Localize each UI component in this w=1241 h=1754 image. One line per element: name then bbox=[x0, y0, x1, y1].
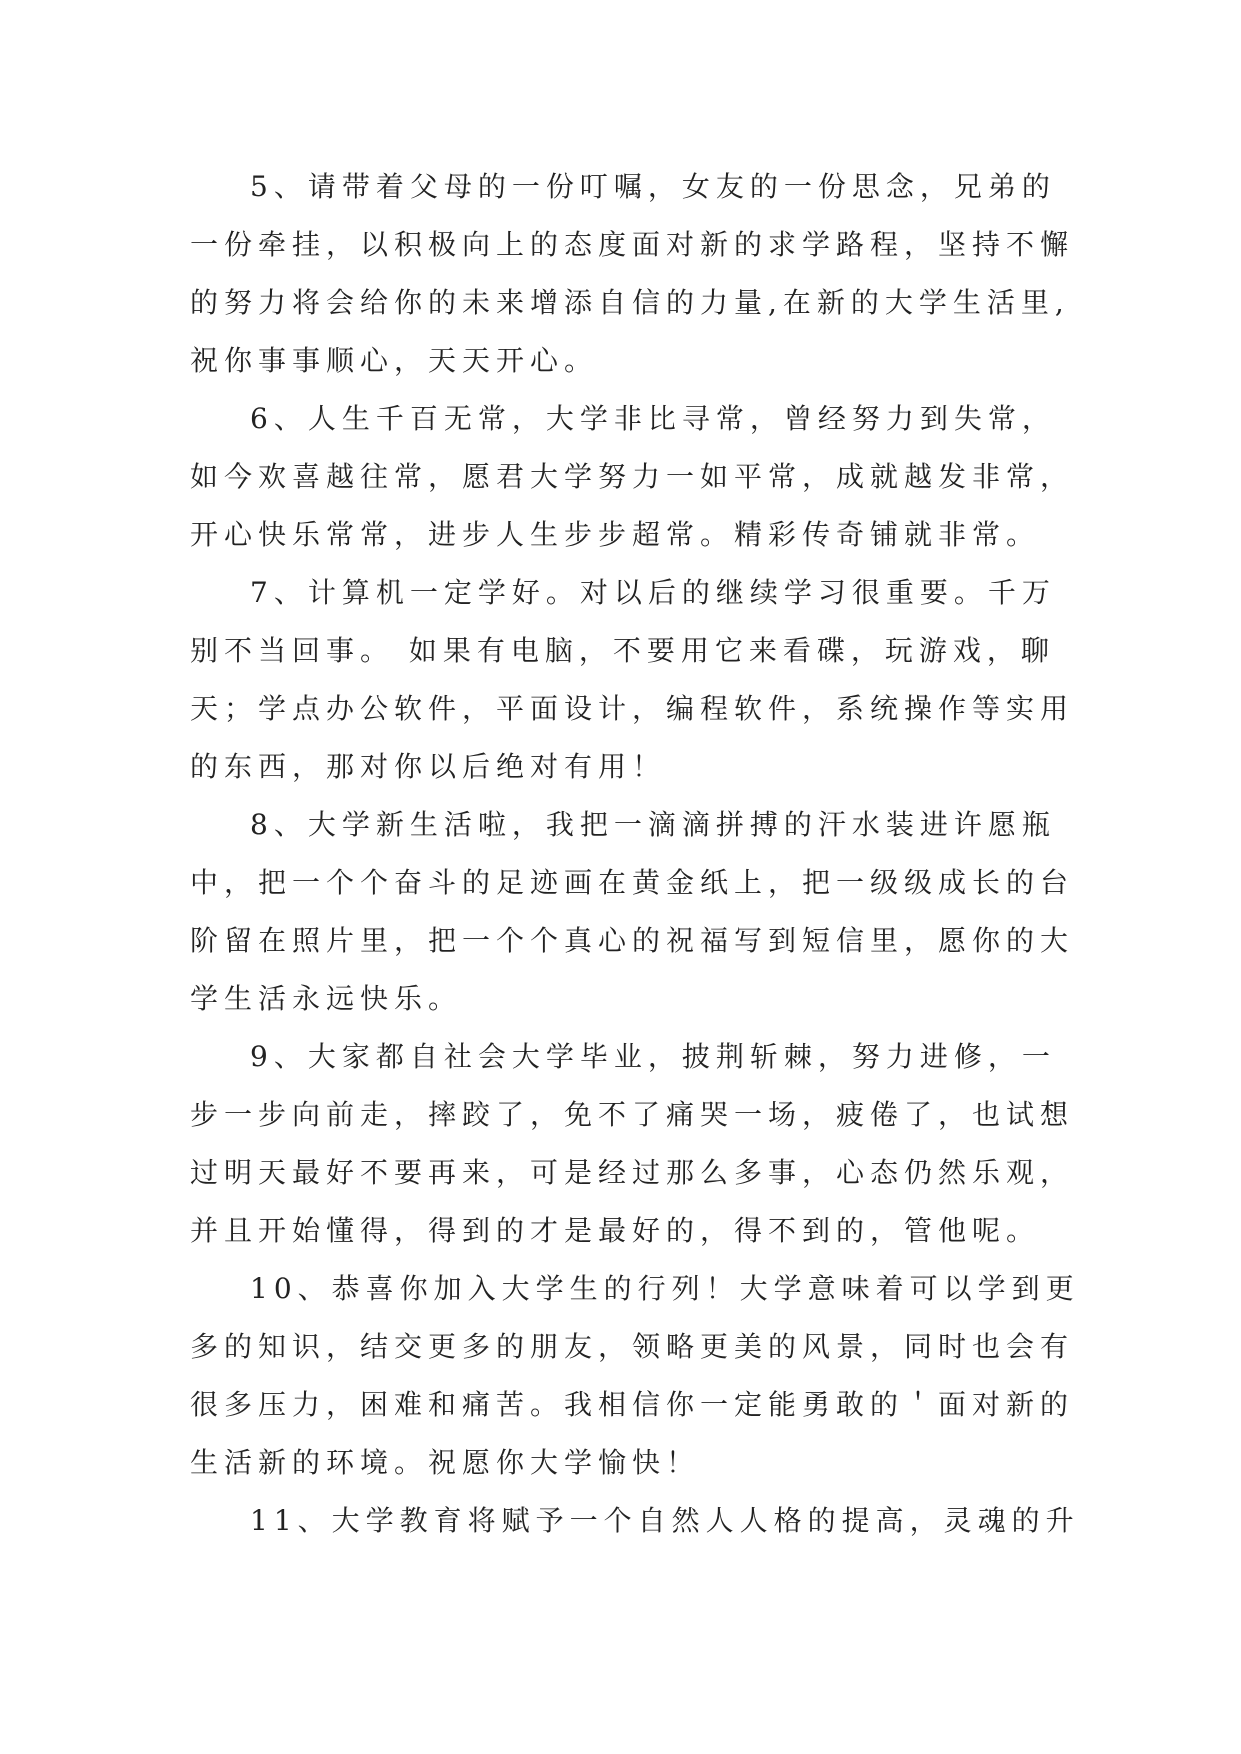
paragraph-10 bbox=[190, 1260, 1090, 1492]
text-line: 并且开始懂得，得到的才是最好的，得不到的，管他呢。 bbox=[190, 1214, 1041, 1247]
text-line: 6、人生千百无常，大学非比寻常，曾经努力到失常， bbox=[250, 402, 1056, 435]
text-line: 的东西，那对你以后绝对有用！ bbox=[190, 750, 667, 783]
text-line: 阶留在照片里，把一个个真心的祝福写到短信里，愿你的大 bbox=[190, 924, 1075, 957]
text-line: 多的知识，结交更多的朋友，领略更美的风景，同时也会有 bbox=[190, 1330, 1075, 1363]
text-line: 9、大家都自社会大学毕业，披荆斩棘，努力进修，一 bbox=[250, 1040, 1056, 1073]
text-line: 7、计算机一定学好。对以后的继续学习很重要。千万 bbox=[250, 576, 1056, 609]
text-line: 一份牵挂，以积极向上的态度面对新的求学路程，坚持不懈 bbox=[190, 228, 1075, 261]
text-line: 生活新的环境。祝愿你大学愉快！ bbox=[190, 1446, 701, 1479]
paragraph-7 bbox=[190, 564, 1090, 796]
paragraph-5 bbox=[190, 158, 1090, 390]
text-line: 中，把一个个奋斗的足迹画在黄金纸上，把一级级成长的台 bbox=[190, 866, 1075, 899]
paragraph-6 bbox=[190, 390, 1090, 564]
text-line: 步一步向前走，摔跤了，免不了痛哭一场，疲倦了，也试想 bbox=[190, 1098, 1075, 1131]
text-line: 的努力将会给你的未来增添自信的力量,在新的大学生活里, bbox=[190, 286, 1070, 319]
text-line: 10、恭喜你加入大学生的行列！大学意味着可以学到更 bbox=[250, 1272, 1080, 1305]
text-line: 11、大学教育将赋予一个自然人人格的提高，灵魂的升 bbox=[250, 1504, 1080, 1537]
text-line: 学生活永远快乐。 bbox=[190, 982, 463, 1015]
text-line: 祝你事事顺心，天天开心。 bbox=[190, 344, 599, 377]
text-line: 8、大学新生活啦，我把一滴滴拼搏的汗水装进许愿瓶 bbox=[250, 808, 1056, 841]
text-line: 很多压力，困难和痛苦。我相信你一定能勇敢的＇面对新的 bbox=[190, 1388, 1075, 1421]
text-line: 开心快乐常常，进步人生步步超常。精彩传奇铺就非常。 bbox=[190, 518, 1041, 551]
text-line: 5、请带着父母的一份叮嘱，女友的一份思念，兄弟的 bbox=[250, 170, 1056, 203]
paragraph-11 bbox=[190, 1492, 1090, 1550]
text-line: 天；学点办公软件，平面设计，编程软件，系统操作等实用 bbox=[190, 692, 1075, 725]
text-line: 如今欢喜越往常，愿君大学努力一如平常，成就越发非常， bbox=[190, 460, 1075, 493]
paragraph-8 bbox=[190, 796, 1090, 1028]
text-line: 过明天最好不要再来，可是经过那么多事，心态仍然乐观， bbox=[190, 1156, 1075, 1189]
paragraph-9 bbox=[190, 1028, 1090, 1260]
text-line: 别不当回事。 如果有电脑，不要用它来看碟，玩游戏，聊 bbox=[190, 634, 1055, 667]
document-body bbox=[190, 158, 1090, 1550]
